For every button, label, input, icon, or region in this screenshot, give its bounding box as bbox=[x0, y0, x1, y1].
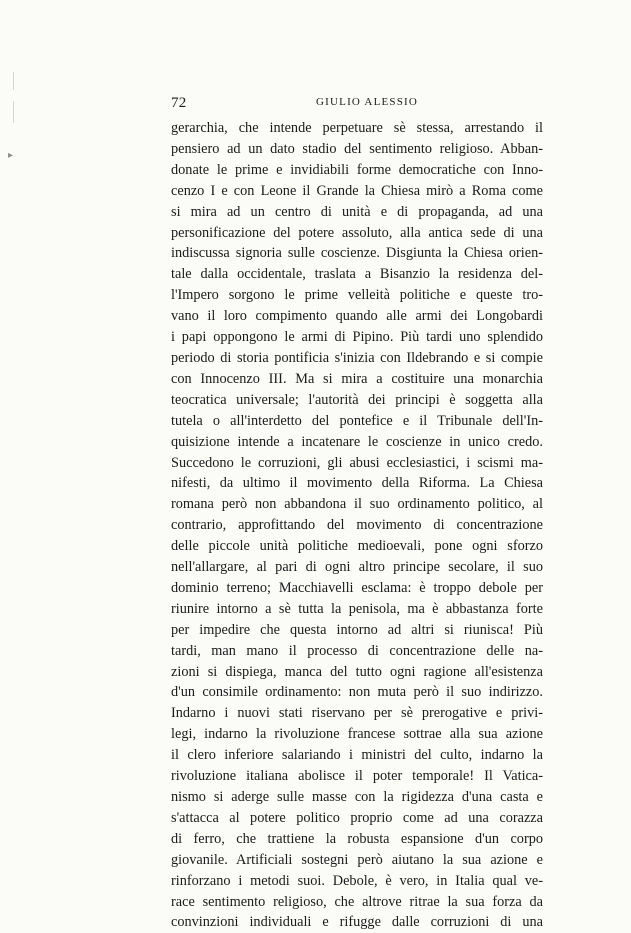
text-line: gerarchia, che intende perpetuare sè stessa, arrestando il bbox=[171, 120, 543, 136]
margin-scan-mark bbox=[13, 101, 14, 123]
text-line: periodo di storia pontificia s'inizia con Ildebrando e si compie bbox=[171, 349, 543, 366]
text-line: tutela o all'interdetto del pontefice e il Tribunale dell'In- bbox=[171, 412, 543, 429]
text-line: giovanile. Artificiali sostegni però aiutano la sua azione e bbox=[171, 851, 543, 868]
text-line: nifesti, da ultimo il movimento della Riforma. La Chiesa bbox=[171, 475, 543, 492]
text-line: zioni si dispiega, manca del tutto ogni ragione all'esistenza bbox=[171, 663, 543, 680]
text-line: rinforzano i metodi suoi. Debole, è vero, in Italia qual ve- bbox=[171, 872, 543, 889]
text-line: dominio terreno; Macchiavelli esclama: è troppo debole per bbox=[171, 579, 543, 596]
running-head: GIULIO ALESSIO bbox=[316, 96, 419, 108]
text-line: race sentimento religioso, che altrove ritrae la sua forza da bbox=[171, 893, 543, 910]
text-line: rivoluzione italiana abolisce il poter temporale! Il Vatica- bbox=[171, 768, 543, 785]
text-line: Succedono le corruzioni, gli abusi ecclesiastici, i scismi ma- bbox=[171, 454, 543, 471]
text-line: il clero inferiore salariando i ministri del culto, indarno la bbox=[171, 747, 543, 764]
text-line: d'un consimile ordinamento: non muta però il suo indirizzo. bbox=[171, 684, 543, 701]
text-line: riunire intorno a sè tutta la penisola, ma è abbastanza forte bbox=[171, 600, 543, 617]
text-line: nismo si aderge sulle masse con la rigidezza d'una casta e bbox=[171, 789, 543, 805]
text-line: donate le prime e invidiabili forme democratiche con Inno- bbox=[171, 161, 543, 178]
text-line: teocratica universale; l'autorità dei principi è soggetta alla bbox=[171, 391, 543, 408]
text-line: per impedire che questa intorno ad altri si riunisca! Più bbox=[171, 621, 543, 638]
text-line: legi, indarno la rivoluzione francese sottrae alla sua azione bbox=[171, 726, 543, 743]
text-line: convinzioni individuali e rifugge dalle corruzioni di una bbox=[171, 914, 543, 931]
text-line: si mira ad un centro di unità e di propaganda, ad una bbox=[171, 203, 543, 220]
text-line: romana però non abbandona il suo ordinamento politico, al bbox=[171, 496, 543, 513]
margin-scan-mark bbox=[13, 72, 14, 90]
margin-scan-dot: ▸ bbox=[8, 150, 14, 161]
text-line: s'attacca al potere politico proprio come ad una corazza bbox=[171, 809, 543, 826]
text-line: contrario, approfittando del movimento di concentrazione bbox=[171, 517, 543, 534]
text-line: i papi oppongono le armi di Pipino. Più tardi uno splendido bbox=[171, 329, 543, 346]
body-text bbox=[171, 118, 543, 933]
text-line: vano il loro compimento quando alle armi dei Longobardi bbox=[171, 308, 543, 325]
text-line: con Innocenzo III. Ma si mira a costituire una monarchia bbox=[171, 370, 543, 387]
text-line: di ferro, che trattiene la robusta espansione d'un corpo bbox=[171, 830, 543, 847]
text-line: tale dalla occidentale, traslata a Bisanzio la residenza del- bbox=[171, 266, 543, 283]
page-number: 72 bbox=[171, 95, 187, 111]
text-line: pensiero ad un dato stadio del sentimento religioso. Abban- bbox=[171, 140, 543, 157]
text-line: nell'allargare, al pari di ogni altro principe secolare, il suo bbox=[171, 559, 543, 576]
text-line: cenzo I e con Leone il Grande la Chiesa mirò a Roma come bbox=[171, 182, 543, 199]
text-line: indiscussa signoria sulle coscienze. Disgiunta la Chiesa orien- bbox=[171, 245, 543, 262]
text-line: Indarno i nuovi stati riservano per sè prerogative e privi- bbox=[171, 705, 543, 722]
text-line: tardi, man mano il processo di concentrazione delle na- bbox=[171, 642, 543, 659]
page-header bbox=[171, 95, 543, 113]
text-line: delle piccole unità politiche medioevali, pone ogni sforzo bbox=[171, 538, 543, 555]
text-line: quisizione intende a incatenare le coscienze in unico credo. bbox=[171, 433, 543, 450]
text-line: personificazione del potere assoluto, alla antica sede di una bbox=[171, 224, 543, 241]
text-line: l'Impero sorgono le prime velleità politiche e queste tro- bbox=[171, 287, 543, 304]
